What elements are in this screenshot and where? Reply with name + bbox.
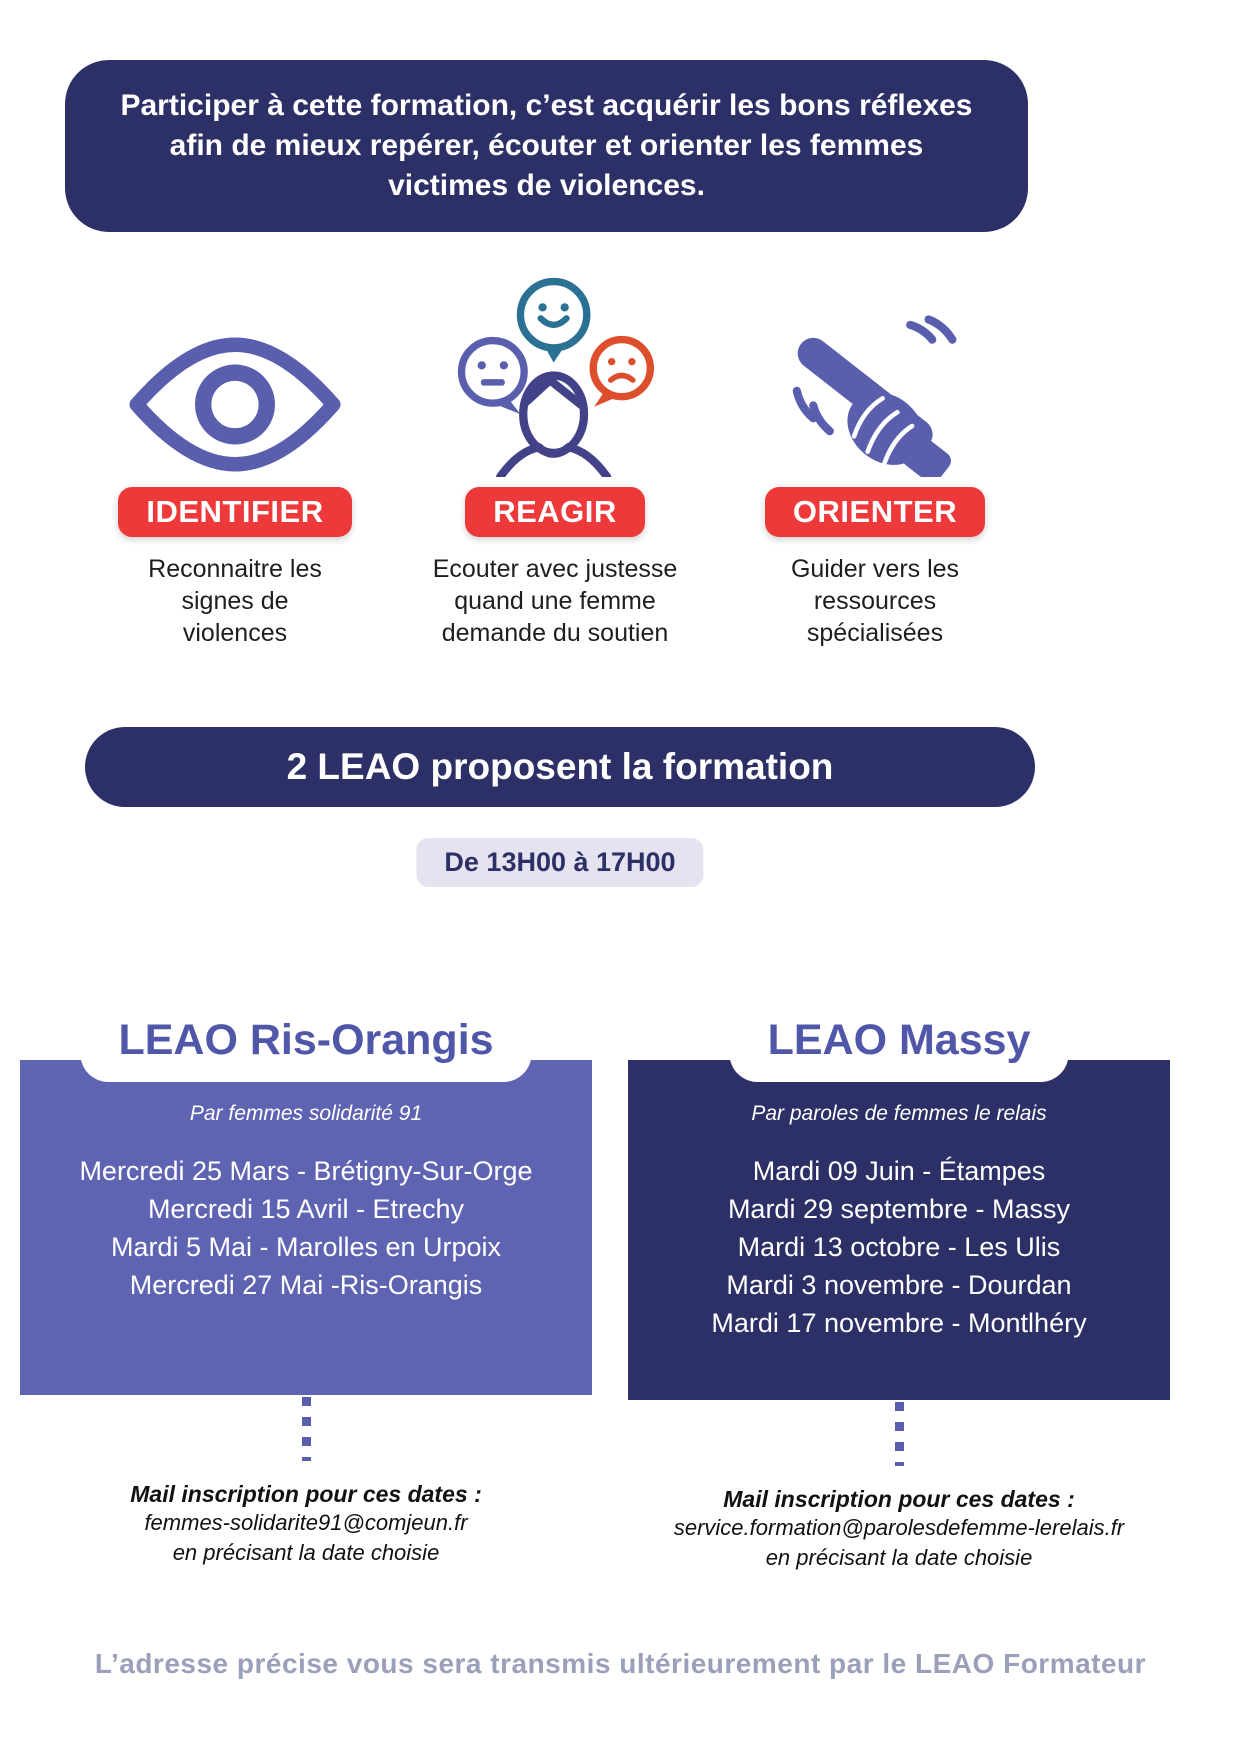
intro-banner xyxy=(65,60,1028,232)
location-title-tab xyxy=(730,1008,1069,1082)
date-item: Mercredi 15 Avril - Etrechy xyxy=(147,1194,465,1224)
date-item: Mardi 3 novembre - Dourdan xyxy=(726,1270,1072,1300)
speech-bubbles-person-icon xyxy=(456,274,654,477)
dates-list xyxy=(628,1152,1170,1342)
feature-orienter xyxy=(715,262,1035,649)
dotted-connector xyxy=(895,1402,904,1466)
organizer: Par paroles de femmes le relais xyxy=(751,1102,1047,1125)
location-box xyxy=(628,1060,1170,1400)
mail-note: en précisant la date choisie xyxy=(172,1539,440,1565)
identifier-label: IDENTIFIER xyxy=(118,487,351,537)
reagir-label: REAGIR xyxy=(465,487,645,537)
hand-baton-icon xyxy=(784,312,967,477)
location-title-tab xyxy=(80,1008,531,1082)
date-item: Mardi 13 octobre - Les Ulis xyxy=(737,1232,1061,1262)
date-item: Mardi 09 Juin - Étampes xyxy=(752,1156,1046,1186)
date-item: Mardi 5 Mai - Marolles en Urpoix xyxy=(110,1232,502,1262)
organizer: Par femmes solidarité 91 xyxy=(189,1102,423,1125)
feature-identifier xyxy=(75,262,395,649)
footer-note: L’adresse précise vous sera transmis ultérieurement par le LEAO Formateur xyxy=(94,1648,1147,1679)
identifier-description: Reconnaitre les signes de violences xyxy=(148,555,322,647)
mail-heading: Mail inscription pour ces dates : xyxy=(723,1486,1075,1512)
mail-address: service.formation@parolesdefemme-lerelais.fr xyxy=(673,1515,1125,1540)
mail-block xyxy=(20,1481,592,1567)
date-item: Mardi 17 novembre - Montlhéry xyxy=(711,1308,1087,1338)
dates-list xyxy=(20,1152,592,1304)
orienter-description: Guider vers les ressources spécialisées xyxy=(790,555,960,647)
mail-address: femmes-solidarite91@comjeun.fr xyxy=(144,1510,468,1535)
location-name: LEAO Ris-Orangis xyxy=(118,1016,494,1064)
dotted-connector xyxy=(302,1397,311,1461)
eye-icon xyxy=(129,332,341,477)
time-badge: De 13H00 à 17H00 xyxy=(416,838,703,887)
orienter-label: ORIENTER xyxy=(765,487,985,537)
intro-text: Participer à cette formation, c’est acquérir les bons réflexes afin de mieux repérer, écouter et orienter les femmes victimes de violences. xyxy=(120,89,973,202)
location-ris-orangis xyxy=(20,1008,592,1567)
section-title: 2 LEAO proposent la formation xyxy=(286,746,834,787)
location-massy xyxy=(628,1008,1170,1572)
mail-note: en précisant la date choisie xyxy=(765,1544,1033,1570)
features-row xyxy=(75,262,1035,649)
reagir-description: Ecouter avec justesse quand une femme demande du soutien xyxy=(432,555,678,647)
date-item: Mercredi 27 Mai -Ris-Orangis xyxy=(129,1270,483,1300)
location-box xyxy=(20,1060,592,1395)
section-banner xyxy=(85,727,1035,807)
mail-block xyxy=(628,1486,1170,1572)
location-name: LEAO Massy xyxy=(767,1016,1031,1064)
feature-reagir xyxy=(395,262,715,649)
date-item: Mercredi 25 Mars - Brétigny-Sur-Orge xyxy=(79,1156,533,1186)
mail-heading: Mail inscription pour ces dates : xyxy=(130,1481,482,1507)
date-item: Mardi 29 septembre - Massy xyxy=(727,1194,1071,1224)
